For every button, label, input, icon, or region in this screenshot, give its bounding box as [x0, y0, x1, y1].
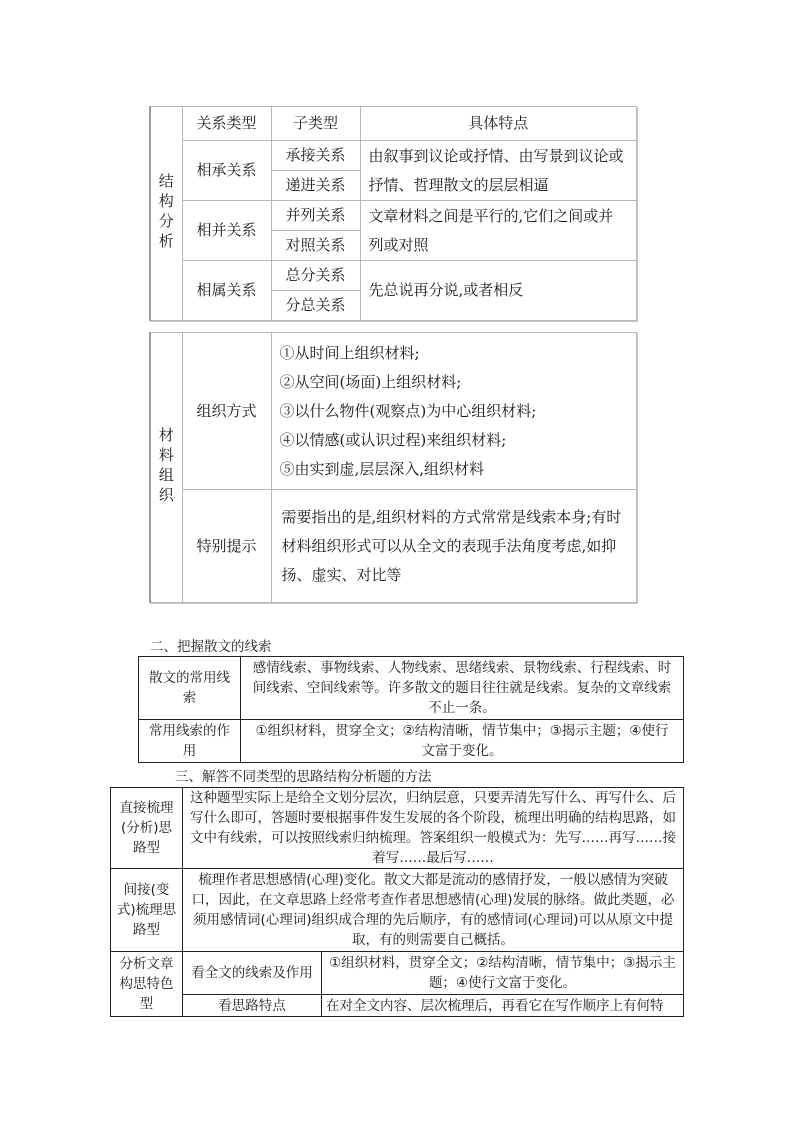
- clue-text: 感情线索、事物线索、人物线索、思绪线索、景物线索、行程线索、时间线索、空间线索等。许多散文的题目往往就是线索。复杂的文章线索不止一条。: [241, 657, 684, 720]
- list-item: ①从时间上组织材料;: [279, 343, 420, 362]
- feature-cell: 由叙事到议论或抒情、由写景到议论或抒情、哲理散文的层层相逼: [360, 141, 637, 201]
- clue-table: [138, 656, 684, 763]
- list-item: ②从空间(场面)上组织材料;: [279, 372, 462, 391]
- subtype-cell: 承接关系: [271, 141, 360, 171]
- section3-heading: 三、解答不同类型的思路结构分析题的方法: [175, 769, 432, 785]
- material-organization-table: [149, 332, 637, 603]
- clue-function-text: ①组织材料，贯穿全文；②结构清晰，情节集中；③揭示主题；④使行文富于变化。: [241, 720, 684, 763]
- subtype-cell: 总分关系: [271, 261, 360, 291]
- method-text: 梳理作者思想感情(心理)变化。散文大都是流动的感情抒发，一般以感情为突破口，因此，在文章思路上经常考查作者思想感情(心理)发展的脉络。做此类题，必须用感情词(心理词)组织成合理的先后顺序，有的感情词(心理词)可以从原文中提取，有的则需要自己概括。: [183, 869, 684, 952]
- subtype-cell: 对照关系: [271, 231, 360, 261]
- relation-type-cell: 相承关系: [182, 141, 271, 201]
- material-side-label: 材料组织: [150, 333, 182, 603]
- feature-cell: 先总说再分说,或者相反: [360, 261, 637, 321]
- clue-function-label: 常用线索的作用: [139, 720, 241, 763]
- list-item: ③以什么物件(观察点)为中心组织材料;: [279, 401, 537, 420]
- list-item: ⑤由实到虚,层层深入,组织材料: [279, 459, 485, 478]
- section2-heading: 二、把握散文的线索: [150, 639, 272, 655]
- clue-label: 散文的常用线索: [139, 657, 241, 720]
- subtype-cell: 并列关系: [271, 201, 360, 231]
- header-subtype: 子类型: [271, 107, 360, 141]
- method-table: [110, 787, 684, 1017]
- sub-method-label: 看全文的线索及作用: [183, 952, 322, 995]
- method-label: 直接梳理(分析)思路型: [111, 788, 183, 869]
- org-method-list: [271, 333, 637, 490]
- method-text: 这种题型实际上是给全文划分层次，归纳层意，只要弄清先写什么、再写什么、后写什么即可，答题时要根据事件发生发展的各个阶段，梳理出明确的结构思路，如文中有线索，可以按照线索归纳梳理。答案组织一般模式为：先写……再写……接着写……最后写……: [183, 788, 684, 869]
- sub-method-label: 看思路特点: [183, 995, 322, 1017]
- method-label: 间接(变式)梳理思路型: [111, 869, 183, 952]
- special-note-text: 需要指出的是,组织材料的方式常常是线索本身;有时材料组织形式可以从全文的表现手法角度考虑,如抑扬、虚实、对比等: [271, 490, 637, 603]
- header-features: 具体特点: [360, 107, 637, 141]
- feature-cell: 文章材料之间是平行的,它们之间或并列或对照: [360, 201, 637, 261]
- method-label: 分析文章构思特色型: [111, 952, 183, 1017]
- org-method-label: 组织方式: [182, 333, 271, 490]
- structure-analysis-table: [149, 106, 637, 321]
- relation-type-cell: 相属关系: [182, 261, 271, 321]
- relation-type-cell: 相并关系: [182, 201, 271, 261]
- header-relation-type: 关系类型: [182, 107, 271, 141]
- list-item: ④以情感(或认识过程)来组织材料;: [279, 430, 507, 449]
- sub-method-text: ①组织材料，贯穿全文；②结构清晰，情节集中；③揭示主题；④使行文富于变化。: [322, 952, 684, 995]
- subtype-cell: 分总关系: [271, 291, 360, 321]
- subtype-cell: 递进关系: [271, 171, 360, 201]
- special-note-label: 特别提示: [182, 490, 271, 603]
- sub-method-text: 在对全文内容、层次梳理后，再看它在写作顺序上有何特: [322, 995, 684, 1017]
- structure-side-label: 结构分析: [150, 107, 182, 321]
